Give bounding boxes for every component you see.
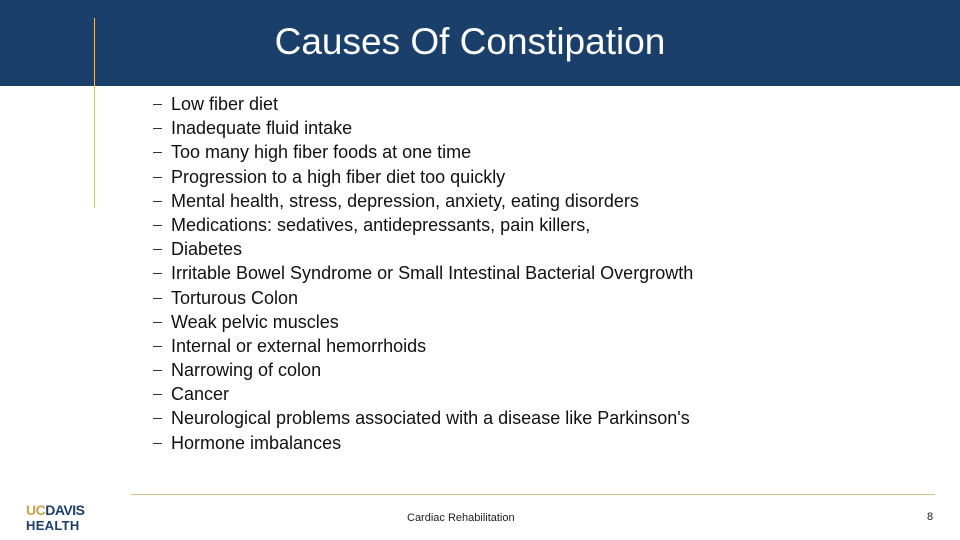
bullet-item [150, 213, 693, 237]
bullet-item [150, 189, 693, 213]
dash-bullet-icon [153, 273, 162, 274]
bullet-item [150, 165, 693, 189]
bullet-text: Low fiber diet [171, 94, 279, 114]
bullet-item [150, 406, 693, 430]
bullet-text: Mental health, stress, depression, anxiety, eating disorders [171, 190, 639, 211]
dash-bullet-icon [153, 394, 162, 395]
bullet-item [150, 431, 693, 455]
dash-bullet-icon [153, 346, 162, 347]
bullet-item [150, 334, 693, 358]
footer-divider [131, 494, 935, 495]
logo-davis-text: DAVIS [45, 502, 85, 518]
bullet-list [150, 92, 693, 455]
dash-bullet-icon [153, 443, 162, 444]
bullet-text: Hormone imbalances [171, 432, 342, 453]
dash-bullet-icon [153, 418, 162, 419]
dash-bullet-icon [153, 104, 162, 105]
bullet-item [150, 140, 693, 164]
logo-wordmark-top [26, 503, 106, 517]
bullet-text: Neurological problems associated with a disease like Parkinson's [171, 408, 690, 429]
bullet-item [150, 261, 693, 285]
dash-bullet-icon [153, 322, 162, 323]
bullet-text: Medications: sedatives, antidepressants, pain killers, [171, 214, 591, 235]
page-number: 8 [927, 511, 934, 523]
bullet-text: Diabetes [171, 239, 243, 260]
ucdavis-health-logo [26, 503, 106, 533]
bullet-item [150, 358, 693, 382]
bullet-item [150, 310, 693, 334]
dash-bullet-icon [153, 201, 162, 202]
dash-bullet-icon [153, 370, 162, 371]
gold-divider-vertical [94, 18, 95, 208]
bullet-text: Internal or external hemorrhoids [171, 335, 427, 356]
dash-bullet-icon [153, 298, 162, 299]
bullet-item [150, 286, 693, 310]
bullet-text: Cancer [171, 384, 230, 405]
bullet-text: Narrowing of colon [171, 360, 322, 381]
dash-bullet-icon [153, 225, 162, 226]
dash-bullet-icon [153, 152, 162, 153]
bullet-text: Progression to a high fiber diet too quickly [171, 166, 506, 187]
logo-uc-text: UC [26, 502, 46, 518]
bullet-text: Irritable Bowel Syndrome or Small Intestinal Bacterial Overgrowth [171, 263, 694, 284]
bullet-item [150, 237, 693, 261]
bullet-item [150, 116, 693, 140]
bullet-item [150, 92, 693, 116]
bullet-text: Torturous Colon [171, 287, 299, 308]
bullet-text: Weak pelvic muscles [171, 311, 339, 332]
slide-title: Causes Of Constipation [274, 21, 666, 62]
dash-bullet-icon [153, 177, 162, 178]
dash-bullet-icon [153, 128, 162, 129]
dash-bullet-icon [153, 249, 162, 250]
bullet-text: Too many high fiber foods at one time [171, 142, 472, 163]
bullet-text: Inadequate fluid intake [171, 118, 353, 139]
bullet-item [150, 382, 693, 406]
footer-text: Cardiac Rehabilitation [407, 512, 515, 524]
logo-health-text: HEALTH [26, 518, 80, 533]
